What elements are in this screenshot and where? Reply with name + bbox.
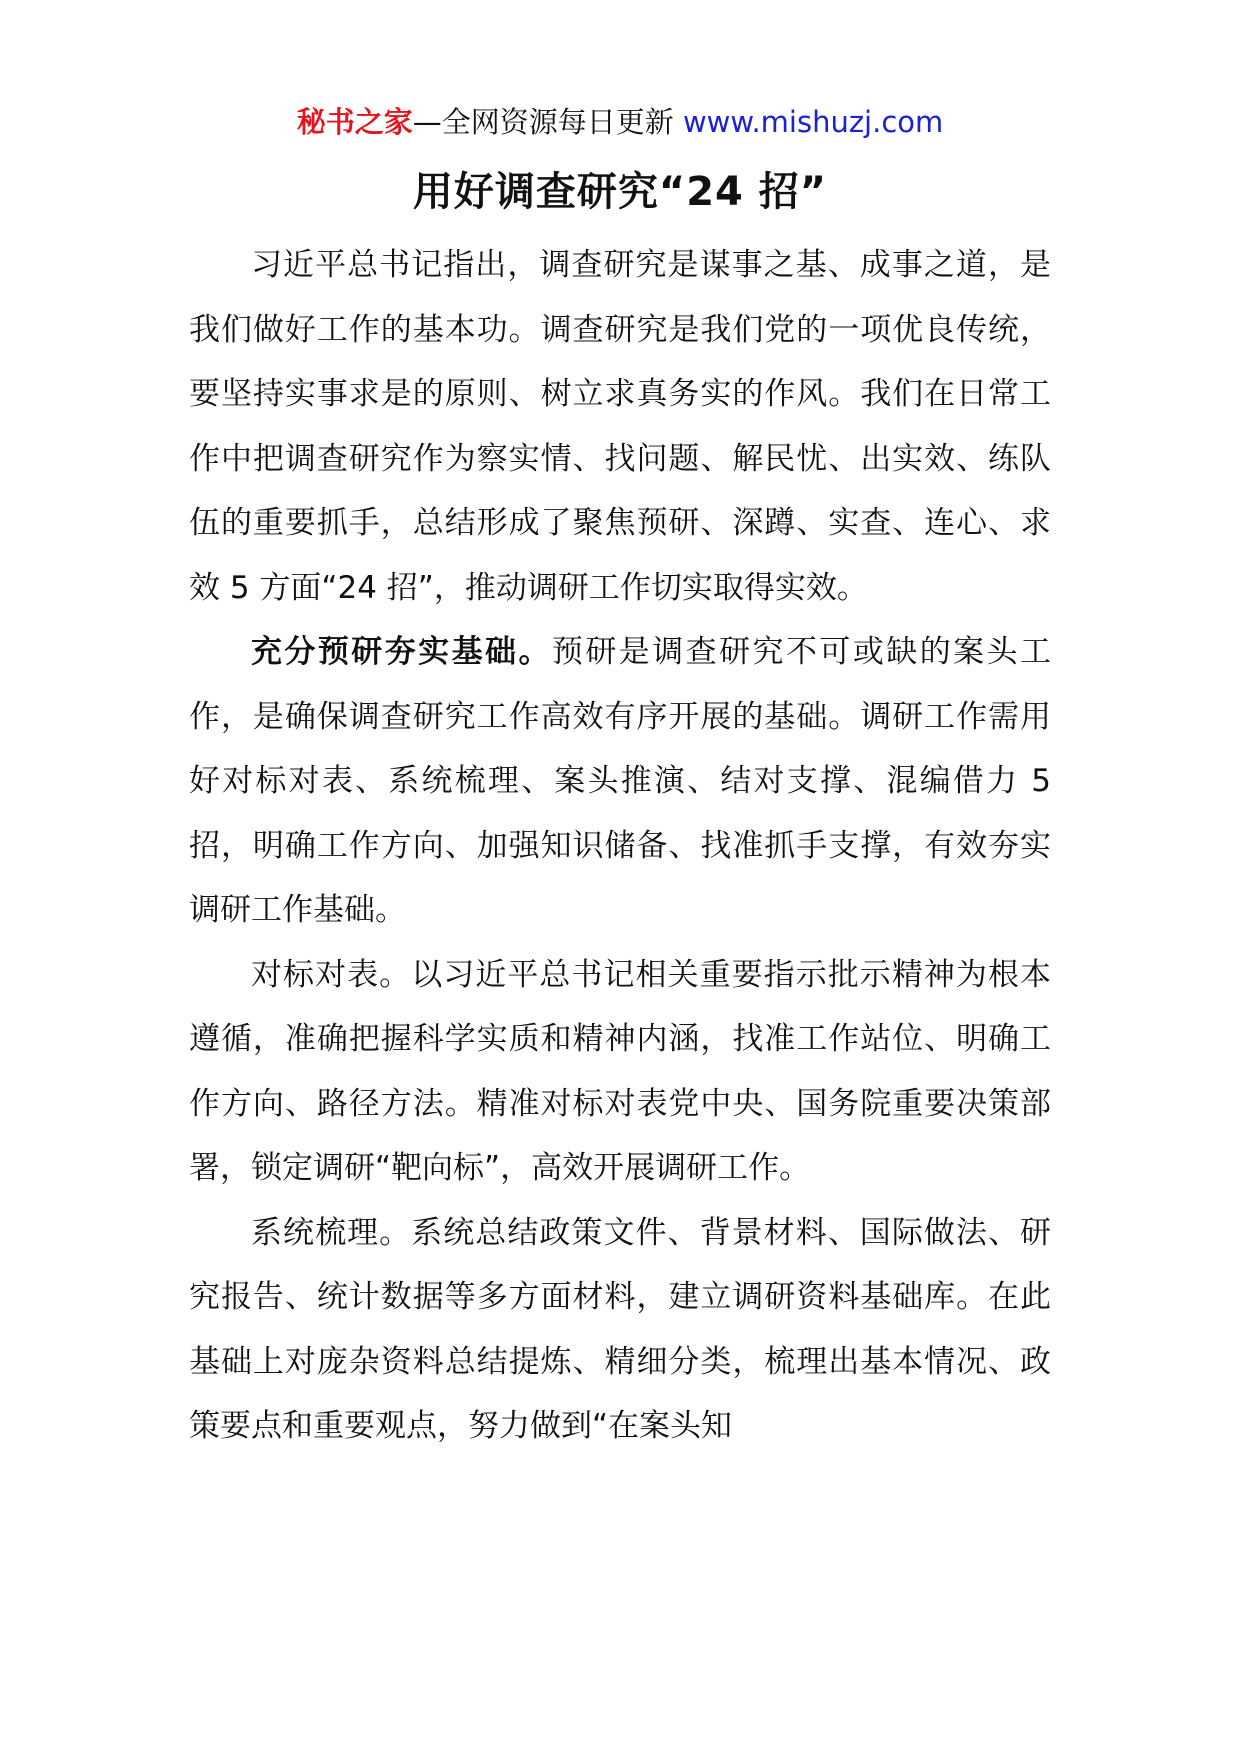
paragraph-intro: [189, 233, 1051, 620]
paragraph-benchmarking: [189, 943, 1051, 1201]
paragraph-lead: 充分预研夯实基础。: [251, 634, 552, 670]
article-body: [189, 233, 1051, 1459]
site-tagline: —全网资源每日更新: [412, 105, 683, 139]
paragraph-pre-research: [189, 620, 1051, 943]
paragraph-text: 预研是调查研究不可或缺的案头工作，是确保调查研究工作高效有序开展的基础。调研工作需用好对标对表、系统梳理、案头推演、结对支撑、混编借力 5 招，明确工作方向、加强知识储备、找准抓手支撑，有效夯实调研工作基础。: [189, 634, 1052, 928]
paragraph-systematic-review: [189, 1201, 1051, 1459]
paragraph-text: 习近平总书记指出，调查研究是谋事之基、成事之道，是我们做好工作的基本功。调查研究是我们党的一项优良传统，要坚持实事求是的原则、树立求真务实的作风。我们在日常工作中把调查研究作为察实情、找问题、解民忧、出实效、练队伍的重要抓手，总结形成了聚焦预研、深蹲、实查、连心、求效 5 方面“24 招”，推动调研工作切实取得实效。: [189, 247, 1051, 606]
paragraph-text: 系统梳理。系统总结政策文件、背景材料、国际做法、研究报告、统计数据等多方面材料，建立调研资料基础库。在此基础上对庞杂资料总结提炼、精细分类，梳理出基本情况、政策要点和重要观点，努力做到“在案头知: [189, 1214, 1051, 1444]
article-title: 用好调查研究“24 招”: [412, 169, 828, 215]
site-header: [0, 100, 1240, 144]
site-brand: 秘书之家: [296, 105, 413, 139]
site-url-link[interactable]: www.mishuzj.com: [682, 105, 944, 139]
paragraph-text: 对标对表。以习近平总书记相关重要指示批示精神为根本遵循，准确把握科学实质和精神内涵，找准工作站位、明确工作方向、路径方法。精准对标对表党中央、国务院重要决策部署，锁定调研“靶向标”，高效开展调研工作。: [189, 956, 1051, 1186]
